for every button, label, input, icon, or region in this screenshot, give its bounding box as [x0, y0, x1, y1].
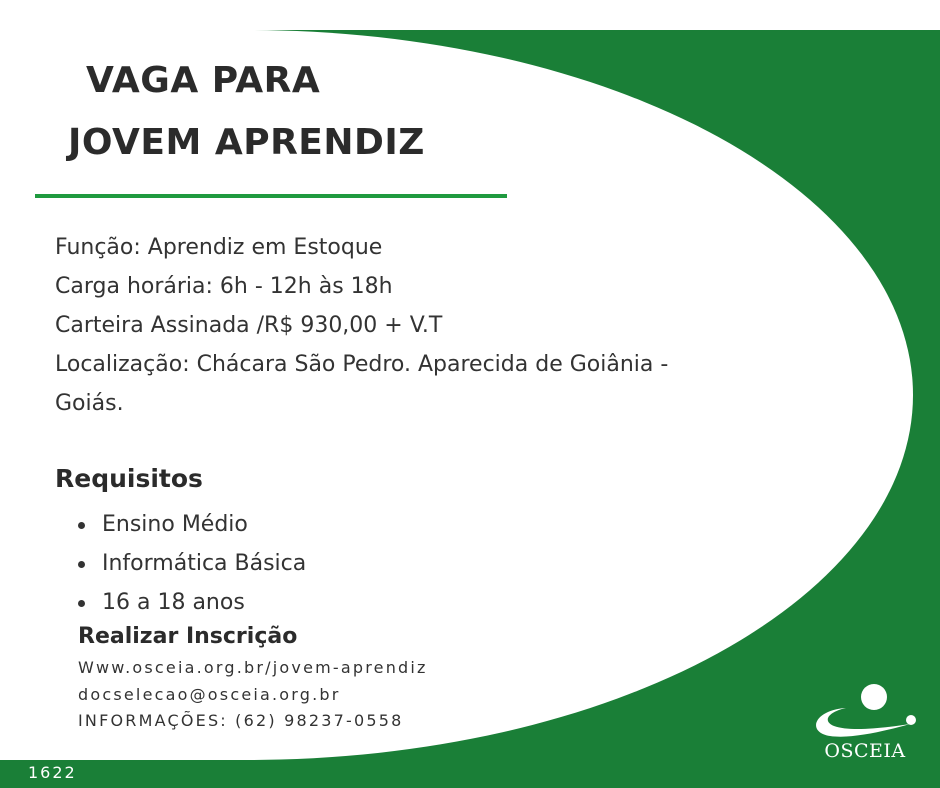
phone-info: INFORMAÇÕES: (62) 98237-0558 — [78, 711, 404, 730]
top-band — [0, 0, 940, 30]
title-line-1: VAGA PARA — [86, 60, 321, 101]
logo-text: OSCEIA — [824, 740, 906, 762]
post-code: 1622 — [28, 763, 77, 782]
requisitos-heading: Requisitos — [55, 464, 203, 493]
inscricao-heading: Realizar Inscrição — [78, 624, 298, 649]
list-item: Ensino Médio — [78, 505, 306, 544]
website-link[interactable]: Www.osceia.org.br/jovem-aprendiz — [78, 658, 428, 677]
carga-horaria-text: Carga horária: 6h - 12h às 18h — [55, 274, 393, 299]
list-item: 16 a 18 anos — [78, 583, 306, 622]
email-link[interactable]: docselecao@osceia.org.br — [78, 685, 341, 704]
job-info — [55, 228, 815, 423]
title-divider — [35, 194, 507, 198]
list-item: Informática Básica — [78, 544, 306, 583]
funcao-text: Função: Aprendiz em Estoque — [55, 235, 383, 260]
localizacao-text-cont: Goiás. — [55, 391, 124, 416]
title-line-2: JOVEM APRENDIZ — [68, 122, 425, 163]
carteira-text: Carteira Assinada /R$ 930,00 + V.T — [55, 313, 443, 338]
localizacao-text: Localização: Chácara São Pedro. Aparecida de Goiânia - — [55, 352, 669, 377]
requisitos-list — [78, 505, 306, 622]
